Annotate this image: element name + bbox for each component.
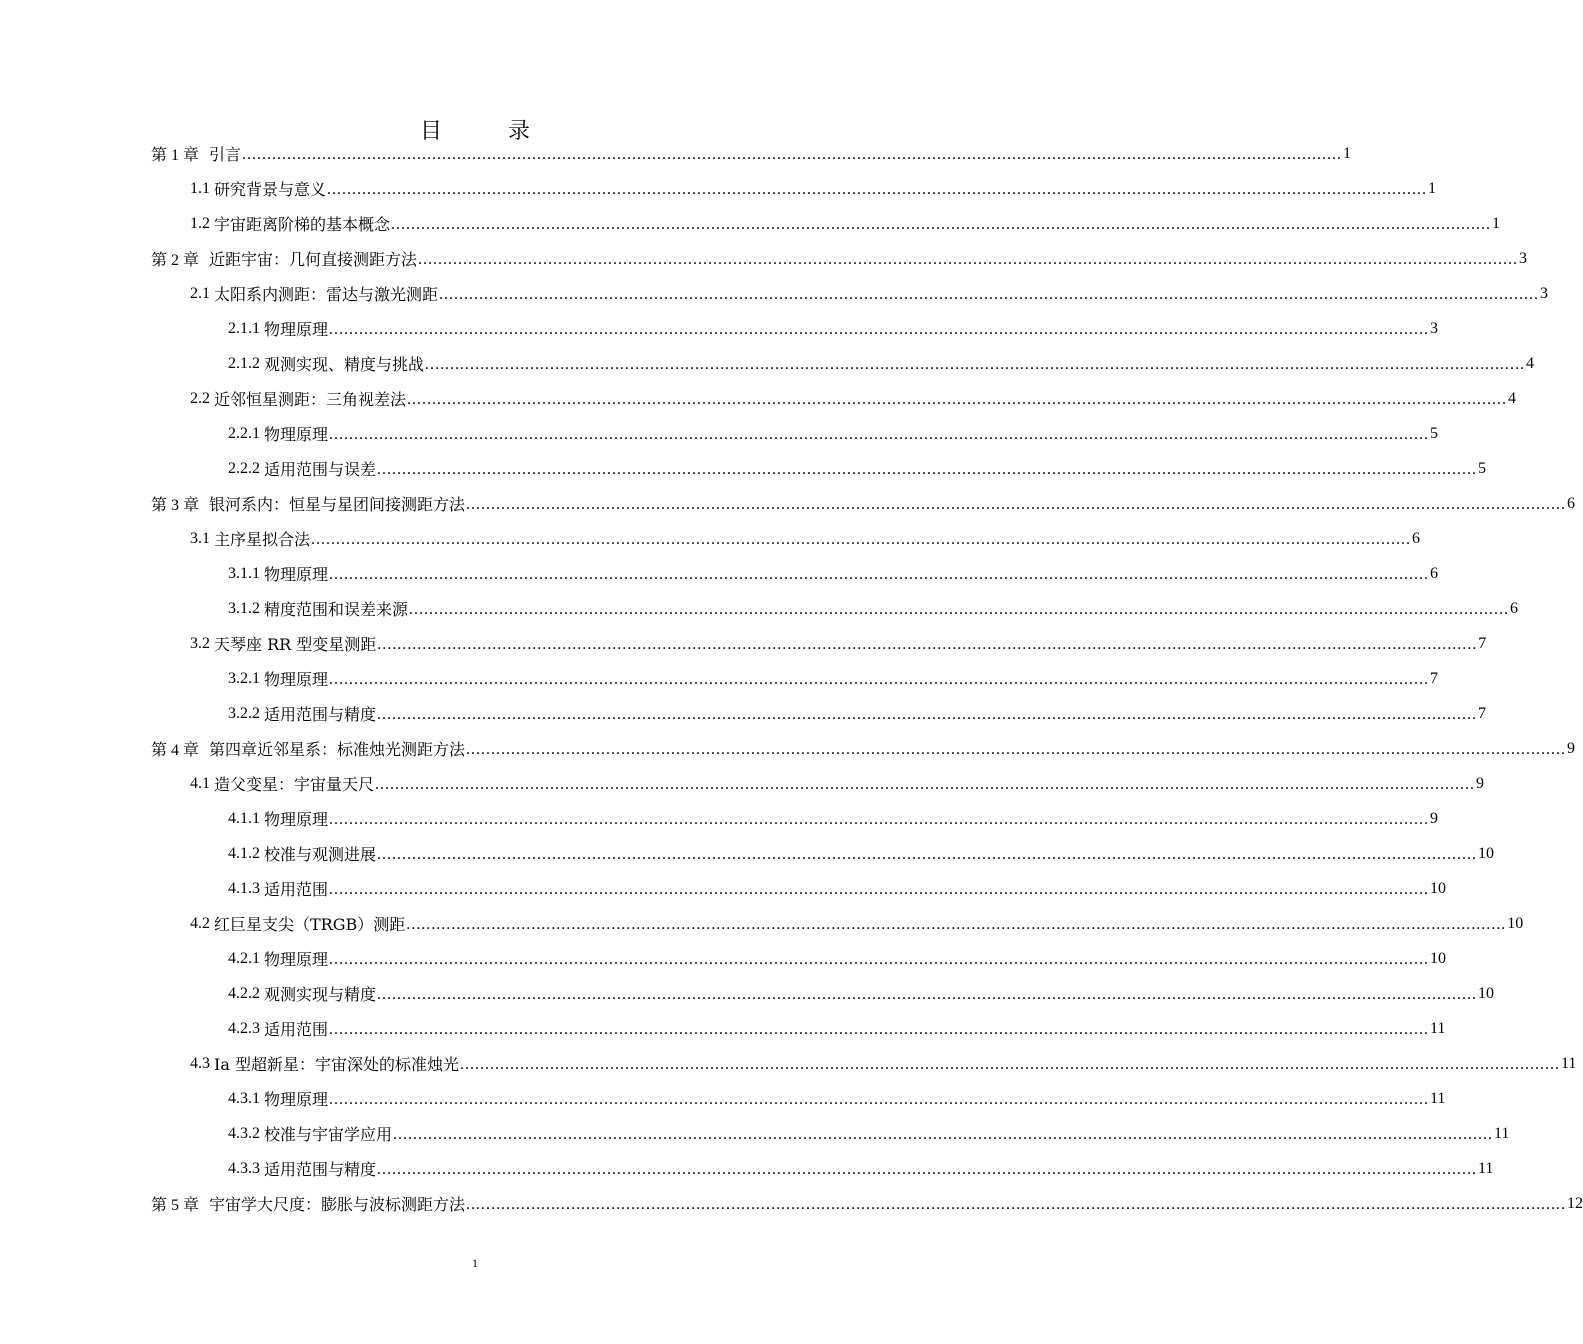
toc-entry[interactable] (228, 976, 1495, 1011)
toc-entry-number: 第 4 章 (151, 742, 200, 759)
toc-dot-leader: ............................................................................................................................................................................................................................ (329, 950, 1430, 968)
toc-entry-title: 物理原理 (264, 320, 329, 339)
toc-entry[interactable] (228, 1116, 1510, 1151)
toc-entry-title: 红巨星支尖（TRGB）测距 (214, 915, 406, 934)
toc-entry[interactable] (228, 1151, 1494, 1186)
toc-entry-page: 1 (1343, 144, 1352, 162)
toc-entry[interactable] (228, 416, 1439, 451)
toc-dot-leader: ............................................................................................................................................................................................................................ (329, 1020, 1430, 1038)
toc-dot-leader: ............................................................................................................................................................................................................................ (329, 565, 1430, 583)
toc-entry-number: 3.2 (190, 634, 210, 652)
toc-dot-leader: ............................................................................................................................................................................................................................ (377, 845, 1478, 863)
toc-entry-number: 第 5 章 (151, 1197, 200, 1214)
toc-dot-leader: ............................................................................................................................................................................................................................ (377, 705, 1478, 723)
toc-entry-page: 11 (1430, 1089, 1446, 1107)
toc-entry[interactable] (228, 311, 1439, 346)
toc-entry-title: 物理原理 (264, 565, 329, 584)
toc-entry-title: 近距宇宙：几何直接测距方法 (209, 250, 418, 269)
toc-entry[interactable] (190, 1046, 1577, 1081)
toc-entry-title: Ia 型超新星：宇宙深处的标准烛光 (214, 1055, 459, 1074)
toc-entry-page: 5 (1478, 459, 1487, 477)
toc-dot-leader: ............................................................................................................................................................................................................................ (329, 320, 1430, 338)
toc-entry-title: 物理原理 (264, 425, 329, 444)
toc-entry[interactable] (151, 241, 1528, 276)
toc-dot-leader: ............................................................................................................................................................................................................................ (377, 1160, 1478, 1178)
toc-entry-number: 2.1.1 (228, 319, 260, 337)
toc-entry-page: 12 (1567, 1194, 1583, 1212)
toc-entry[interactable] (228, 1011, 1446, 1046)
toc-entry-title: 物理原理 (264, 1090, 329, 1109)
toc-entry-number: 4.2.2 (228, 984, 260, 1002)
toc-entry[interactable] (151, 731, 1576, 766)
toc-entry-number: 第 1 章 (151, 147, 200, 164)
toc-dot-leader: ............................................................................................................................................................................................................................ (391, 215, 1492, 233)
toc-entry-number: 4.1 (190, 774, 210, 792)
page-number: 1 (472, 1256, 478, 1270)
toc-entry[interactable] (151, 486, 1576, 521)
toc-entry[interactable] (151, 136, 1352, 171)
toc-entry-page: 11 (1494, 1124, 1510, 1142)
toc-entry[interactable] (190, 906, 1524, 941)
toc-entry-number: 4.2 (190, 914, 210, 932)
toc-entry-number: 第 3 章 (151, 497, 200, 514)
toc-entry-page: 7 (1478, 634, 1487, 652)
toc-entry[interactable] (228, 591, 1519, 626)
toc-entry-title: 校准与观测进展 (264, 845, 377, 864)
toc-entry[interactable] (190, 276, 1549, 311)
toc-entry-page: 10 (1478, 844, 1495, 862)
toc-dot-leader: ............................................................................................................................................................................................................................ (327, 180, 1428, 198)
toc-entry-title: 银河系内：恒星与星团间接测距方法 (209, 495, 466, 514)
toc-entry-number: 4.3 (190, 1054, 210, 1072)
toc-entry[interactable] (190, 206, 1501, 241)
toc-dot-leader: ............................................................................................................................................................................................................................ (311, 530, 1412, 548)
toc-entry-page: 4 (1508, 389, 1517, 407)
toc-entry-title: 物理原理 (264, 950, 329, 969)
toc-entry-title: 适用范围 (264, 1020, 329, 1039)
toc-entry-title: 宇宙距离阶梯的基本概念 (214, 215, 391, 234)
toc-entry-number: 4.2.3 (228, 1019, 260, 1037)
toc-entry-page: 10 (1507, 914, 1524, 932)
toc-entry-title: 观测实现与精度 (264, 985, 377, 1004)
toc-entry-title: 物理原理 (264, 810, 329, 829)
toc-entry-page: 10 (1430, 949, 1447, 967)
toc-entry[interactable] (228, 871, 1447, 906)
toc-entry-title: 近邻恒星测距：三角视差法 (214, 390, 407, 409)
toc-dot-leader: ............................................................................................................................................................................................................................ (375, 775, 1476, 793)
toc-dot-leader: ............................................................................................................................................................................................................................ (393, 1125, 1494, 1143)
toc-dot-leader: ............................................................................................................................................................................................................................ (466, 495, 1567, 513)
toc-entry[interactable] (190, 381, 1517, 416)
toc-entry-number: 4.3.2 (228, 1124, 260, 1142)
toc-title: 目 录 (419, 119, 552, 144)
toc-entry-page: 11 (1560, 1054, 1577, 1072)
toc-entry-number: 3.1.1 (228, 564, 260, 582)
toc-entry-title: 宇宙学大尺度：膨胀与波标测距方法 (209, 1195, 466, 1214)
toc-entry-title: 适用范围 (264, 880, 329, 899)
toc-entry[interactable] (228, 1081, 1446, 1116)
toc-entry[interactable] (190, 626, 1487, 661)
toc-entry-page: 9 (1430, 809, 1439, 827)
toc-entry-number: 2.2 (190, 389, 210, 407)
toc-dot-leader: ............................................................................................................................................................................................................................ (439, 285, 1540, 303)
toc-entry-page: 6 (1430, 564, 1439, 582)
toc-dot-leader: ............................................................................................................................................................................................................................ (466, 1195, 1567, 1213)
toc-entry-page: 6 (1412, 529, 1421, 547)
toc-entry-title: 校准与宇宙学应用 (264, 1125, 393, 1144)
toc-dot-leader: ............................................................................................................................................................................................................................ (377, 985, 1478, 1003)
toc-dot-leader: ............................................................................................................................................................................................................................ (329, 670, 1430, 688)
toc-entry-title: 适用范围与精度 (264, 705, 377, 724)
toc-dot-leader: ............................................................................................................................................................................................................................ (329, 810, 1430, 828)
toc-entry-title: 太阳系内测距：雷达与激光测距 (214, 285, 439, 304)
toc-entry[interactable] (228, 941, 1447, 976)
toc-dot-leader: ............................................................................................................................................................................................................................ (418, 250, 1519, 268)
toc-entry-title: 造父变星：宇宙量天尺 (214, 775, 375, 794)
toc-dot-leader: ............................................................................................................................................................................................................................ (329, 880, 1430, 898)
toc-entry-page: 1 (1492, 214, 1501, 232)
toc-entry-page: 9 (1567, 739, 1576, 757)
toc-entry-page: 3 (1519, 249, 1528, 267)
toc-entry[interactable] (228, 696, 1487, 731)
toc-entry-page: 3 (1430, 319, 1439, 337)
toc-entry-number: 2.1.2 (228, 354, 260, 372)
toc-entry-page: 6 (1567, 494, 1576, 512)
toc-entry-page: 9 (1476, 774, 1485, 792)
toc-entry-page: 6 (1510, 599, 1519, 617)
toc-dot-leader: ............................................................................................................................................................................................................................ (459, 1055, 1560, 1073)
toc-entry-title: 天琴座 RR 型变星测距 (214, 635, 377, 654)
toc-entry-number: 3.2.2 (228, 704, 260, 722)
toc-entry-title: 适用范围与精度 (264, 1160, 377, 1179)
toc-entry-number: 4.1.3 (228, 879, 260, 897)
toc-entry-number: 4.3.3 (228, 1159, 260, 1177)
toc-entry-number: 3.1 (190, 529, 210, 547)
toc-entry-title: 第四章近邻星系：标准烛光测距方法 (209, 740, 466, 759)
toc-dot-leader: ............................................................................................................................................................................................................................ (425, 355, 1526, 373)
toc-entry[interactable] (228, 661, 1439, 696)
toc-entry[interactable] (228, 451, 1487, 486)
toc-entry-number: 2.2.1 (228, 424, 260, 442)
toc-dot-leader: ............................................................................................................................................................................................................................ (242, 145, 1343, 163)
toc-entry-page: 3 (1540, 284, 1549, 302)
toc-entry-number: 4.3.1 (228, 1089, 260, 1107)
toc-entry[interactable] (228, 556, 1439, 591)
toc-entry[interactable] (228, 836, 1495, 871)
toc-dot-leader: ............................................................................................................................................................................................................................ (407, 390, 1508, 408)
toc-entry-title: 观测实现、精度与挑战 (264, 355, 425, 374)
toc-entry-number: 4.1.2 (228, 844, 260, 862)
toc-entry-number: 2.2.2 (228, 459, 260, 477)
toc-entry-page: 7 (1430, 669, 1439, 687)
toc-dot-leader: ............................................................................................................................................................................................................................ (329, 425, 1430, 443)
toc-entry-page: 7 (1478, 704, 1487, 722)
toc-entry[interactable] (190, 766, 1485, 801)
toc-entry-title: 精度范围和误差来源 (264, 600, 409, 619)
toc-dot-leader: ............................................................................................................................................................................................................................ (377, 460, 1478, 478)
toc-dot-leader: ............................................................................................................................................................................................................................ (409, 600, 1510, 618)
toc-entry-number: 1.2 (190, 214, 210, 232)
toc-entry-page: 5 (1430, 424, 1439, 442)
toc-dot-leader: ............................................................................................................................................................................................................................ (377, 635, 1478, 653)
toc-entry[interactable] (228, 801, 1439, 836)
toc-entry[interactable] (151, 1186, 1583, 1221)
toc-entry-page: 10 (1478, 984, 1495, 1002)
toc-entry-number: 4.2.1 (228, 949, 260, 967)
toc-entry-page: 11 (1430, 1019, 1446, 1037)
toc-entry-title: 物理原理 (264, 670, 329, 689)
toc-entry[interactable] (228, 346, 1535, 381)
toc-entry[interactable] (190, 171, 1437, 206)
toc-entry-page: 1 (1428, 179, 1437, 197)
toc-entry-page: 10 (1430, 879, 1447, 897)
toc-entry-title: 适用范围与误差 (264, 460, 377, 479)
toc-dot-leader: ............................................................................................................................................................................................................................ (406, 915, 1507, 933)
toc-entry-title: 引言 (209, 145, 242, 164)
toc-entry-number: 2.1 (190, 284, 210, 302)
toc-dot-leader: ............................................................................................................................................................................................................................ (466, 740, 1567, 758)
toc-entry-number: 第 2 章 (151, 252, 200, 269)
toc-entry-number: 4.1.1 (228, 809, 260, 827)
toc-entry-number: 3.1.2 (228, 599, 260, 617)
toc-dot-leader: ............................................................................................................................................................................................................................ (329, 1090, 1430, 1108)
toc-entry-page: 4 (1526, 354, 1535, 372)
toc-entry-page: 11 (1478, 1159, 1494, 1177)
toc-entry-title: 研究背景与意义 (214, 180, 327, 199)
toc-entry-number: 1.1 (190, 179, 210, 197)
toc-entry[interactable] (190, 521, 1421, 556)
toc-entry-number: 3.2.1 (228, 669, 260, 687)
toc-entry-title: 主序星拟合法 (214, 530, 311, 549)
